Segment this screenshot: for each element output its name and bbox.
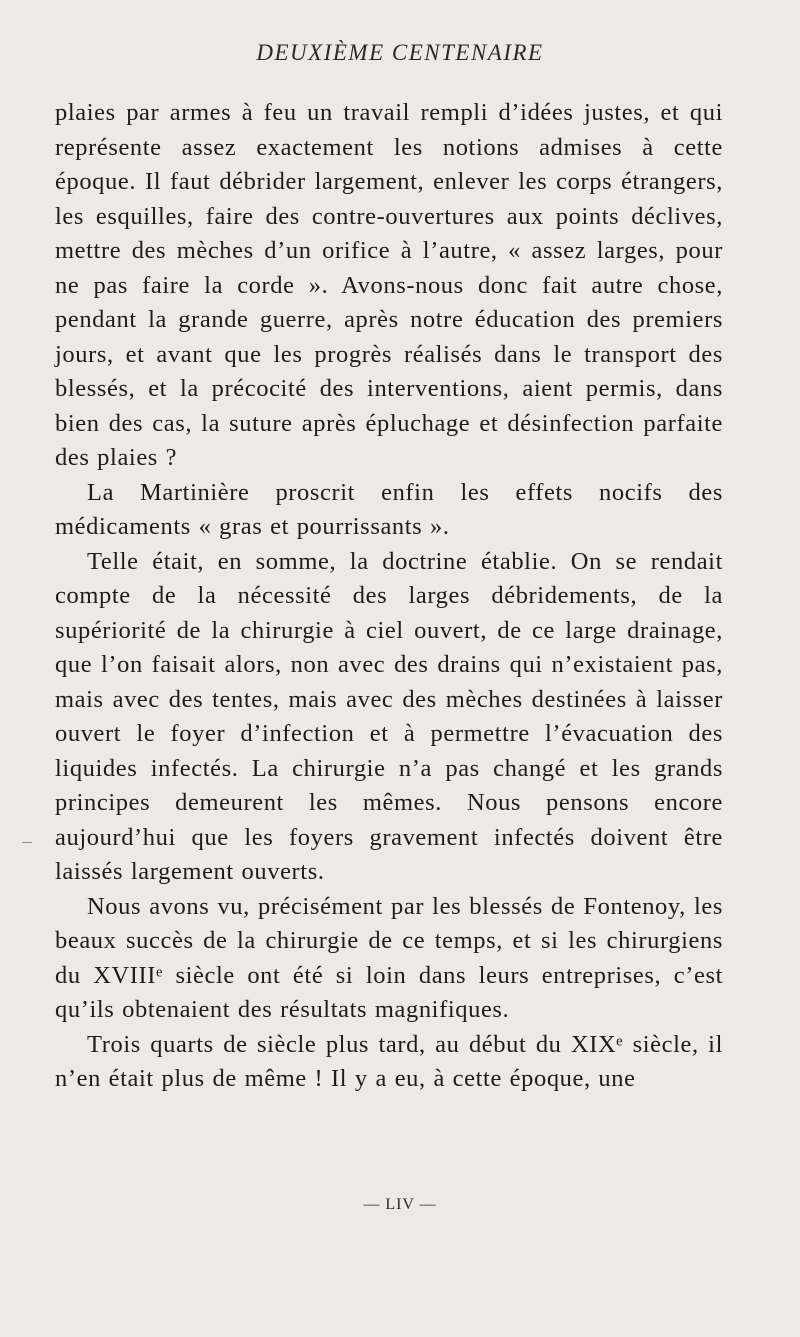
paragraph-5: Trois quarts de siècle plus tard, au début du XIXᵉ siècle, il n’en était plus de même ! Il y a eu, à cette époque, une — [55, 1030, 723, 1092]
body-text — [55, 96, 723, 1097]
margin-mark — [22, 842, 32, 843]
paragraph-1: plaies par armes à feu un travail rempli d’idées justes, et qui représente assez exactement les notions admises à cette époque. Il faut débrider largement, enlever les corps étrangers, les esquilles, faire des contre-ouvertures aux points déclives, mettre des mèches d’un orifice à l’autre, « assez larges, pour ne pas faire la corde ». Avons-nous donc fait autre chose, pendant la grande guerre, après notre éducation des premiers jours, et avant que les progrès réalisés dans le transport des blessés, et la précocité des interventions, aient permis, dans bien des cas, la suture après épluchage et désinfection parfaite des plaies ? — [55, 99, 723, 471]
page-number: — LIV — — [363, 1196, 437, 1213]
paragraph-3: Telle était, en somme, la doctrine établie. On se rendait compte de la nécessité des larges débridements, de la supériorité de la chirurgie à ciel ouvert, de ce large drainage, que l’on faisait alors, non avec des drains qui n’existaient pas, mais avec des tentes, mais avec des mèches destinées à laisser ouvert le foyer d’infection et à permettre l’évacuation des liquides infectés. La chirurgie n’a pas changé et les grands principes demeurent les mêmes. Nous pensons encore aujourd’hui que les foyers gravement infectés doivent être laissés largement ouverts. — [55, 547, 723, 885]
running-head: DEUXIÈME CENTENAIRE — [256, 40, 544, 65]
paragraph-2: La Martinière proscrit enfin les effets nocifs des médicaments « gras et pourrissants ». — [55, 478, 723, 540]
paragraph-4: Nous avons vu, précisément par les blessés de Fontenoy, les beaux succès de la chirurgie de ce temps, et si les chirurgiens du XVIIIᵉ siècle ont été si loin dans leurs entreprises, c’est qu’ils obtenaient des résultats magnifiques. — [55, 892, 723, 1023]
